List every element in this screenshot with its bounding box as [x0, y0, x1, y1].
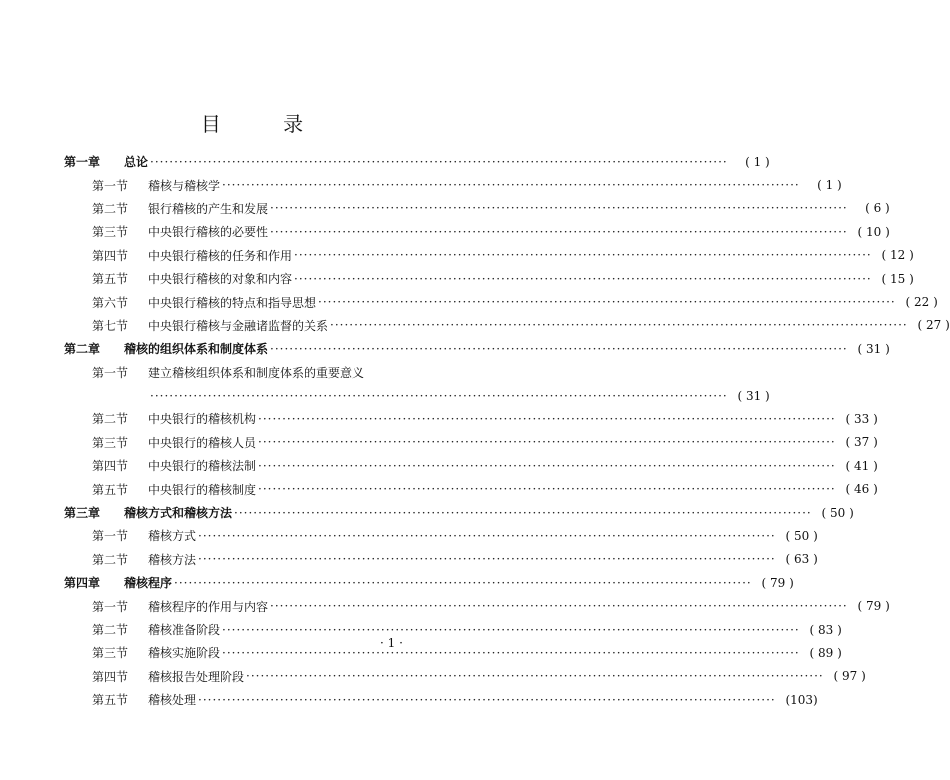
toc-label: 第一节 — [92, 178, 129, 193]
toc-label: 第四节 — [92, 248, 129, 263]
toc-section-row — [64, 431, 878, 454]
toc-page-number: ( 27 ) — [917, 318, 950, 333]
toc-page-number: ( 83 ) — [809, 622, 842, 637]
toc-title: 中央银行的稽核法制 — [148, 459, 257, 474]
toc-dot-leader: ························································································································ — [258, 411, 836, 426]
toc-label: 第三节 — [92, 646, 129, 661]
toc-title: 稽核方式 — [148, 529, 197, 544]
toc-dot-leader: ························································································································ — [330, 318, 908, 333]
toc-title: 建立稽核组织体系和制度体系的重要意义 — [148, 365, 365, 380]
toc-title: 中央银行的稽核人员 — [148, 435, 257, 450]
toc-title: 稽核程序 — [124, 576, 173, 591]
toc-page-number: ( 6 ) — [865, 201, 890, 216]
toc-label: 第三节 — [92, 225, 129, 240]
toc-section-row — [64, 454, 878, 477]
toc-page-number: ( 1 ) — [745, 154, 770, 169]
toc-label: 第五节 — [92, 482, 129, 497]
toc-dot-leader: ························································································································ — [270, 599, 848, 614]
toc-page-number: ( 79 ) — [761, 575, 794, 590]
toc-section-row — [64, 290, 938, 313]
toc-label: 第四节 — [92, 459, 129, 474]
toc-section-row — [64, 548, 818, 571]
toc-title: 银行稽核的产生和发展 — [148, 201, 269, 216]
toc-page-number: ( 31 ) — [737, 388, 770, 403]
toc-chapter-row — [64, 571, 794, 594]
toc-dot-leader: ························································································································ — [258, 435, 836, 450]
toc-label: 第七节 — [92, 318, 129, 333]
toc-label: 第二节 — [92, 552, 129, 567]
toc-title: 稽核报告处理阶段 — [148, 669, 245, 684]
toc-label: 第三节 — [92, 435, 129, 450]
toc-page-number: ( 97 ) — [833, 669, 866, 684]
toc-label: 第三章 — [64, 506, 101, 521]
toc-page-number: ( 15 ) — [881, 271, 914, 286]
toc-chapter-row — [64, 501, 854, 524]
toc-title: 中央银行稽核与金融诸监督的关系 — [148, 318, 329, 333]
toc-title: 稽核处理 — [148, 693, 197, 708]
toc-title: 稽核准备阶段 — [148, 623, 221, 637]
toc-label: 第二节 — [92, 201, 129, 216]
toc-chapter-row — [64, 337, 890, 360]
toc-title: 中央银行的稽核制度 — [148, 482, 257, 497]
toc-section-row — [64, 220, 890, 243]
toc-page-number: ( 50 ) — [785, 528, 818, 543]
toc-label: 第四章 — [64, 576, 101, 591]
toc-label: 第二节 — [92, 412, 129, 427]
toc-page-number: ( 89 ) — [809, 645, 842, 660]
toc-page-number: (103) — [785, 692, 818, 707]
toc-page-number: ( 37 ) — [845, 435, 878, 450]
toc-label: 第四节 — [92, 669, 129, 684]
toc-page-number: ( 31 ) — [857, 341, 890, 356]
toc-section-row — [64, 244, 914, 267]
toc-title: 稽核的组织体系和制度体系 — [124, 342, 269, 357]
toc-label: 第五节 — [92, 693, 129, 708]
toc-dot-leader: ························································································································ — [258, 482, 836, 497]
toc-page-number: ( 63 ) — [785, 552, 818, 567]
toc-label: 第二章 — [64, 342, 101, 357]
toc-dot-leader: ························································································································ — [222, 622, 800, 637]
toc-dot-leader: ························································································································ — [198, 528, 776, 543]
toc-label: 第一节 — [92, 599, 129, 614]
toc-page-number: ( 1 ) — [817, 178, 842, 193]
toc-page-number: ( 46 ) — [845, 482, 878, 497]
toc-label: 第一节 — [92, 529, 129, 544]
toc-page-number: ( 22 ) — [905, 295, 938, 310]
toc-dot-leader: ························································································································ — [294, 271, 872, 286]
toc-title: 稽核方式和稽核方法 — [124, 506, 233, 521]
toc-label: 第六节 — [92, 295, 129, 310]
toc-dot-leader: ························································································································ — [222, 645, 800, 660]
toc-title: 中央银行的稽核机构 — [148, 412, 257, 427]
toc-label: 第五节 — [92, 272, 129, 287]
toc-dot-leader: ························································································································ — [198, 552, 776, 567]
toc-label: 第二节 — [92, 623, 129, 637]
toc-dot-leader: ························································································································ — [150, 388, 728, 403]
toc-dot-leader: ························································································································ — [294, 248, 872, 263]
toc-section-row — [64, 173, 842, 196]
toc-section-row — [64, 407, 878, 430]
toc-section-row — [64, 665, 866, 688]
toc-dot-leader: ························································································································ — [174, 575, 752, 590]
toc-section-row — [64, 314, 950, 337]
toc-page-number: ( 79 ) — [857, 599, 890, 614]
toc-dot-leader: ························································································································ — [150, 154, 728, 169]
toc-dot-leader: ························································································································ — [270, 201, 848, 216]
toc-title: 稽核方法 — [148, 552, 197, 567]
toc-page-number: ( 10 ) — [857, 224, 890, 239]
page-number: · 1 · — [380, 636, 403, 650]
toc-dot-leader: ························································································································ — [234, 505, 812, 520]
toc-title: 总论 — [124, 155, 149, 170]
toc-page-number: ( 33 ) — [845, 411, 878, 426]
toc-dot-leader: ························································································································ — [318, 295, 896, 310]
toc-title: 稽核与稽核学 — [148, 178, 221, 193]
toc-chapter-row — [64, 150, 770, 173]
toc-dot-leader: ························································································································ — [270, 224, 848, 239]
page-title: 目 录 — [200, 112, 332, 136]
toc-dot-leader: ························································································································ — [198, 692, 776, 707]
toc-title: 稽核实施阶段 — [148, 646, 221, 661]
toc-page-number: ( 12 ) — [881, 248, 914, 263]
toc-label: 第一节 — [92, 365, 129, 380]
toc-title: 中央银行稽核的对象和内容 — [148, 272, 293, 287]
toc-section-row — [64, 361, 442, 384]
toc-page-number: ( 50 ) — [821, 505, 854, 520]
toc-dot-leader: ························································································································ — [258, 458, 836, 473]
toc-section-row — [64, 267, 914, 290]
toc-label: 第一章 — [64, 155, 101, 170]
table-of-contents — [64, 150, 950, 711]
toc-page-number: ( 41 ) — [845, 458, 878, 473]
toc-section-row — [64, 197, 890, 220]
toc-section-row — [64, 594, 890, 617]
toc-title: 中央银行稽核的任务和作用 — [148, 248, 293, 263]
toc-title: 稽核程序的作用与内容 — [148, 599, 269, 614]
toc-title: 中央银行稽核的必要性 — [148, 225, 269, 240]
toc-section-row — [64, 688, 818, 711]
toc-section-row — [64, 384, 770, 407]
toc-title: 中央银行稽核的特点和指导思想 — [148, 295, 317, 310]
toc-section-row — [64, 477, 878, 500]
toc-dot-leader: ························································································································ — [270, 341, 848, 356]
toc-dot-leader: ························································································································ — [222, 178, 800, 193]
toc-dot-leader: ························································································································ — [246, 669, 824, 684]
toc-section-row — [64, 524, 818, 547]
